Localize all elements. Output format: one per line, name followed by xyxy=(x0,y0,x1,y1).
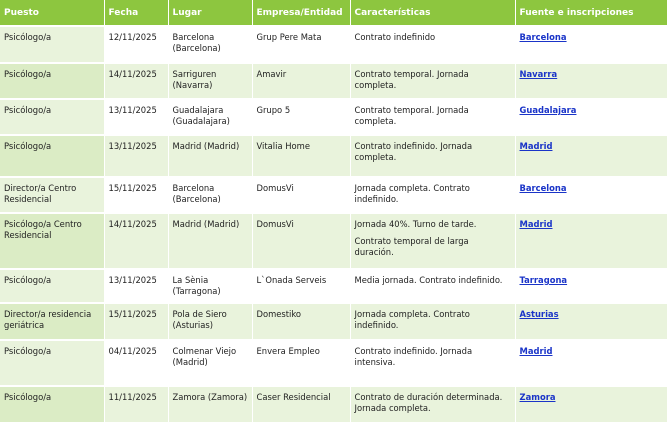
table-row xyxy=(0,26,667,63)
cell-caracteristicas xyxy=(350,177,515,213)
cell-fecha: 13/11/2025 xyxy=(104,269,168,303)
cell-puesto: Psicólogo/a xyxy=(0,99,104,135)
cell-empresa: Amavir xyxy=(252,63,350,99)
table-row xyxy=(0,213,667,269)
cell-fuente xyxy=(515,26,667,63)
caracteristica-line: Jornada completa. Contrato indefinido. xyxy=(354,309,470,330)
fuente-link[interactable]: Guadalajara xyxy=(519,105,577,115)
cell-fuente xyxy=(515,269,667,303)
cell-caracteristicas xyxy=(350,26,515,63)
header-empresa: Empresa/Entidad xyxy=(252,0,350,26)
cell-puesto: Psicólogo/a xyxy=(0,269,104,303)
cell-caracteristicas xyxy=(350,99,515,135)
cell-empresa: Caser Residencial xyxy=(252,386,350,423)
fuente-link[interactable]: Tarragona xyxy=(519,275,568,285)
cell-caracteristicas xyxy=(350,269,515,303)
table-row xyxy=(0,99,667,135)
cell-puesto: Psicólogo/a xyxy=(0,135,104,177)
cell-lugar: Barcelona (Barcelona) xyxy=(168,26,252,63)
cell-empresa: L`Onada Serveis xyxy=(252,269,350,303)
cell-caracteristicas xyxy=(350,303,515,340)
cell-puesto: Psicólogo/a xyxy=(0,63,104,99)
cell-fuente xyxy=(515,386,667,423)
cell-puesto: Psicólogo/a xyxy=(0,386,104,423)
caracteristica-line: Contrato de duración determinada. Jornada completa. xyxy=(354,392,503,413)
caracteristica-line: Contrato indefinido. Jornada intensiva. xyxy=(354,346,473,367)
table-row xyxy=(0,135,667,177)
caracteristica-line: Contrato temporal de larga duración. xyxy=(354,236,469,257)
cell-lugar: Pola de Siero (Asturias) xyxy=(168,303,252,340)
table-row xyxy=(0,386,667,423)
cell-puesto: Psicólogo/a xyxy=(0,340,104,386)
caracteristica-line: Contrato indefinido xyxy=(354,32,436,42)
cell-empresa: Vitalia Home xyxy=(252,135,350,177)
table-row xyxy=(0,177,667,213)
cell-fuente xyxy=(515,99,667,135)
header-fuente: Fuente e inscripciones xyxy=(515,0,667,26)
cell-fecha: 13/11/2025 xyxy=(104,135,168,177)
fuente-link[interactable]: Asturias xyxy=(519,309,559,319)
cell-empresa: Grupo 5 xyxy=(252,99,350,135)
cell-fecha: 14/11/2025 xyxy=(104,213,168,269)
cell-lugar: Barcelona (Barcelona) xyxy=(168,177,252,213)
cell-lugar: Madrid (Madrid) xyxy=(168,213,252,269)
cell-caracteristicas xyxy=(350,135,515,177)
caracteristica-line: Contrato indefinido. Jornada completa. xyxy=(354,141,473,162)
cell-fuente xyxy=(515,340,667,386)
table-row xyxy=(0,303,667,340)
cell-empresa: DomusVi xyxy=(252,177,350,213)
cell-fuente xyxy=(515,303,667,340)
cell-fuente xyxy=(515,135,667,177)
cell-fecha: 15/11/2025 xyxy=(104,303,168,340)
fuente-link[interactable]: Madrid xyxy=(519,141,553,151)
fuente-link[interactable]: Zamora xyxy=(519,392,556,402)
cell-fecha: 12/11/2025 xyxy=(104,26,168,63)
header-fecha: Fecha xyxy=(104,0,168,26)
cell-empresa: DomusVi xyxy=(252,213,350,269)
cell-caracteristicas xyxy=(350,213,515,269)
fuente-link[interactable]: Navarra xyxy=(519,69,558,79)
cell-puesto: Psicólogo/a xyxy=(0,26,104,63)
cell-lugar: Madrid (Madrid) xyxy=(168,135,252,177)
caracteristica-line: Contrato temporal. Jornada completa. xyxy=(354,69,469,90)
table-row xyxy=(0,63,667,99)
cell-fuente xyxy=(515,177,667,213)
header-lugar: Lugar xyxy=(168,0,252,26)
cell-caracteristicas xyxy=(350,63,515,99)
cell-lugar: La Sènia (Tarragona) xyxy=(168,269,252,303)
table-row xyxy=(0,340,667,386)
table-header-row xyxy=(0,0,667,26)
fuente-link[interactable]: Barcelona xyxy=(519,32,567,42)
table-body xyxy=(0,26,667,423)
cell-caracteristicas xyxy=(350,386,515,423)
cell-lugar: Sarriguren (Navarra) xyxy=(168,63,252,99)
cell-fuente xyxy=(515,213,667,269)
cell-fecha: 04/11/2025 xyxy=(104,340,168,386)
cell-fuente xyxy=(515,63,667,99)
fuente-link[interactable]: Barcelona xyxy=(519,183,567,193)
cell-puesto: Director/a residencia geriátrica xyxy=(0,303,104,340)
cell-puesto: Director/a Centro Residencial xyxy=(0,177,104,213)
cell-fecha: 15/11/2025 xyxy=(104,177,168,213)
cell-caracteristicas xyxy=(350,340,515,386)
cell-empresa: Grup Pere Mata xyxy=(252,26,350,63)
cell-fecha: 11/11/2025 xyxy=(104,386,168,423)
cell-lugar: Zamora (Zamora) xyxy=(168,386,252,423)
caracteristica-line: Contrato temporal. Jornada completa. xyxy=(354,105,469,126)
cell-lugar: Colmenar Viejo (Madrid) xyxy=(168,340,252,386)
table-row xyxy=(0,269,667,303)
cell-empresa: Domestiko xyxy=(252,303,350,340)
cell-empresa: Envera Empleo xyxy=(252,340,350,386)
caracteristica-line: Jornada completa. Contrato indefinido. xyxy=(354,183,470,204)
header-caracteristicas: Características xyxy=(350,0,515,26)
caracteristica-line: Media jornada. Contrato indefinido. xyxy=(354,275,503,285)
cell-lugar: Guadalajara (Guadalajara) xyxy=(168,99,252,135)
cell-puesto: Psicólogo/a Centro Residencial xyxy=(0,213,104,269)
header-puesto: Puesto xyxy=(0,0,104,26)
fuente-link[interactable]: Madrid xyxy=(519,219,553,229)
cell-fecha: 14/11/2025 xyxy=(104,63,168,99)
cell-fecha: 13/11/2025 xyxy=(104,99,168,135)
fuente-link[interactable]: Madrid xyxy=(519,346,553,356)
caracteristica-line: Jornada 40%. Turno de tarde. xyxy=(354,219,477,229)
